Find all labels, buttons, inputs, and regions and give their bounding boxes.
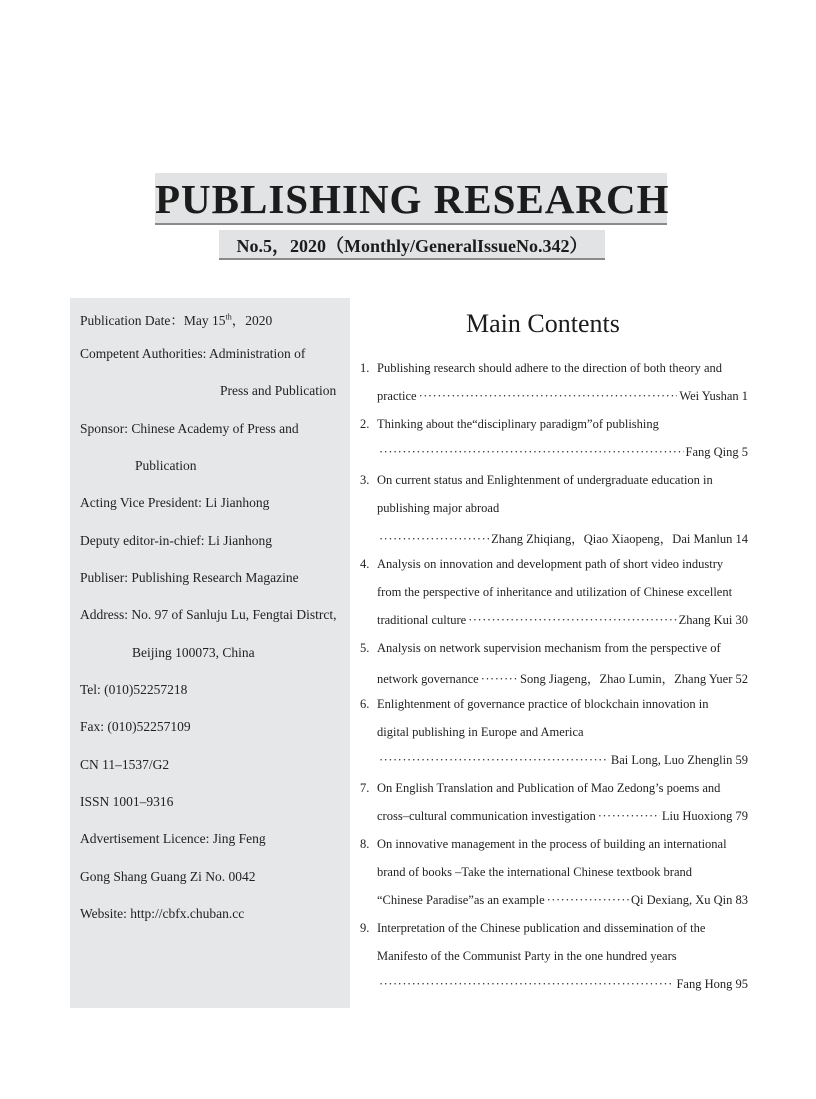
contents-item-author-page: Song Jiageng，Zhao Lumin，Zhang Yuer 52: [520, 672, 748, 686]
contents-item-title-tail: traditional culture: [377, 613, 467, 627]
contents-item-title-line: Manifesto of the Communist Party in the one hundred years: [377, 949, 677, 963]
contents-item-title-line: brand of books –Take the international Chinese textbook brand: [377, 865, 693, 879]
contents-item-number: 1.: [360, 361, 370, 375]
contents-item-title-tail: cross–cultural communication investigation: [377, 809, 596, 823]
contents-item-number: 9.: [360, 921, 370, 935]
address: Address: No. 97 of Sanluju Lu, Fengtai Distrct,: [80, 607, 337, 622]
contents-item-title-line: Analysis on network supervision mechanism from the perspective of: [377, 641, 721, 655]
journal-title: PUBLISHING RESEARCH: [155, 176, 670, 222]
contents-item-leader-line: [377, 613, 748, 628]
address-cont: Beijing 100073, China: [132, 645, 255, 660]
issn: ISSN 1001–9316: [80, 794, 174, 809]
publication-info-panel: [70, 298, 350, 1008]
contents-item-number: 6.: [360, 697, 370, 711]
advertisement-licence: Advertisement Licence: Jing Feng: [80, 831, 266, 846]
contents-item-number: 3.: [360, 473, 370, 487]
contents-item-author-page: Qi Dexiang, Xu Qin 83: [631, 893, 748, 907]
dot-leader: [468, 613, 676, 628]
deputy-editor: Deputy editor-in-chief: Li Jianhong: [80, 533, 273, 548]
dot-leader: [379, 445, 684, 460]
competent-authorities: Competent Authorities: Administration of: [80, 346, 306, 361]
dot-leader: [419, 389, 678, 404]
contents-item-number: 4.: [360, 557, 370, 571]
contents-item-title-line: Publishing research should adhere to the direction of both theory and: [377, 361, 723, 375]
contents-item-title-line: Interpretation of the Chinese publication and dissemination of the: [377, 921, 706, 935]
cn-number: CN 11–1537/G2: [80, 757, 170, 772]
dot-leader: [379, 753, 609, 768]
contents-item-leader-line: [377, 753, 748, 768]
contents-item-author-page: Zhang Zhiqiang，Qiao Xiaopeng，Dai Manlun 14: [491, 532, 748, 546]
contents-item-author-page: Fang Hong 95: [676, 977, 748, 991]
contents-item-title-tail: “Chinese Paradise”as an example: [377, 893, 545, 907]
contents-item-number: 2.: [360, 417, 370, 431]
contents-item-number: 8.: [360, 837, 370, 851]
contents-item-number: 7.: [360, 781, 370, 795]
contents-item-title-line: Analysis on innovation and development path of short video industry: [377, 557, 724, 571]
contents-item-title-line: On English Translation and Publication of Mao Zedong’s poems and: [377, 781, 721, 795]
fax: Fax: (010)52257109: [80, 719, 191, 734]
contents-item-leader-line: [377, 529, 748, 547]
contents-item-author-page: Zhang Kui 30: [678, 613, 748, 627]
contents-item-leader-line: [377, 893, 748, 908]
sponsor: Sponsor: Chinese Academy of Press and: [80, 421, 299, 436]
contents-item-author-page: Wei Yushan 1: [679, 389, 748, 403]
dot-leader: [379, 532, 489, 547]
contents-item-title-line: digital publishing in Europe and America: [377, 725, 584, 739]
contents-item-leader-line: [377, 809, 748, 824]
publication-date: Publication Date：May 15th，2020: [80, 312, 273, 328]
dot-leader: [379, 977, 674, 992]
competent-authorities-cont: Press and Publication: [220, 383, 337, 398]
contents-item-author-page: Bai Long, Luo Zhenglin 59: [610, 753, 748, 767]
contents-item-number: 5.: [360, 641, 370, 655]
contents-item-title-line: On innovative management in the process of building an international: [377, 837, 727, 851]
contents-item-title-line: On current status and Enlightenment of undergraduate education in: [377, 473, 713, 487]
publisher: Publiser: Publishing Research Magazine: [80, 570, 299, 585]
acting-vice-president: Acting Vice President: Li Jianhong: [80, 495, 270, 510]
journal-title-box: [155, 173, 670, 225]
contents-item-title-line: Thinking about the“disciplinary paradigm”of publishing: [377, 417, 659, 431]
sponsor-cont: Publication: [135, 458, 197, 473]
contents-item-title-line: Enlightenment of governance practice of blockchain innovation in: [377, 697, 709, 711]
dot-leader: [598, 809, 660, 824]
gong-shang-number: Gong Shang Guang Zi No. 0042: [80, 869, 256, 884]
website: Website: http://cbfx.chuban.cc: [80, 906, 245, 921]
issue-box: [219, 230, 605, 260]
contents-item-leader-line: [377, 669, 748, 687]
dot-leader: [481, 672, 518, 687]
contents-item-leader-line: [377, 389, 748, 404]
contents-item-leader-line: [377, 977, 748, 992]
contents-item-author-page: Liu Huoxiong 79: [661, 809, 748, 823]
contents-item-title-line: publishing major abroad: [377, 501, 500, 515]
contents-item-title-tail: practice: [377, 389, 417, 403]
contents-item-title-line: from the perspective of inheritance and utilization of Chinese excellent: [377, 585, 733, 599]
contents-item-title-tail: network governance: [377, 672, 479, 686]
main-contents-heading: Main Contents: [466, 309, 620, 338]
telephone: Tel: (010)52257218: [80, 682, 188, 697]
issue-line: No.5，2020（Monthly/GeneralIssueNo.342）: [236, 236, 588, 256]
contents-item-author-page: Fang Qing 5: [685, 445, 748, 459]
contents-item-leader-line: [377, 445, 748, 460]
dot-leader: [547, 893, 629, 908]
